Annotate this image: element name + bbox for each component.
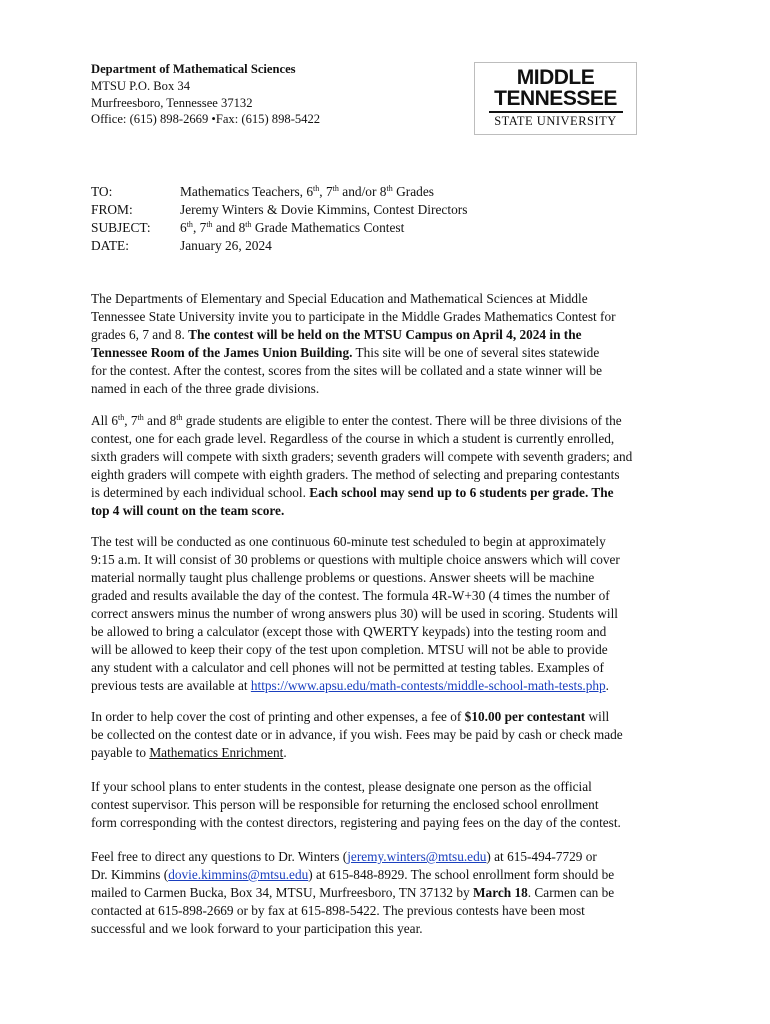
text-line: grades 6, 7 and 8. The contest will be held on the MTSU Campus on April 4, 2024 in the (91, 327, 582, 342)
date-value: January 26, 2024 (180, 238, 272, 254)
text-line: form corresponding with the contest directors, registering and paying fees on the day of the contest. (91, 815, 621, 830)
to-label: TO: (91, 184, 113, 199)
subject-label: SUBJECT: (91, 220, 151, 236)
paragraph-contacts (91, 848, 691, 938)
text-line: contacted at 615-898-2669 or by fax at 615-898-5422. The previous contests have been most (91, 903, 585, 918)
address-line: MTSU P.O. Box 34 (91, 78, 191, 93)
paragraph-intro (91, 290, 691, 398)
date-label: DATE: (91, 238, 129, 254)
logo-line-middle: MIDDLE (516, 66, 595, 89)
memo-date-row (91, 237, 467, 255)
from-value: Jeremy Winters & Dovie Kimmins, Contest Directors (180, 202, 468, 218)
paragraph-test-details (91, 533, 691, 695)
logo-line-tennessee: TENNESSEE (494, 87, 617, 110)
text-line: All 6th, 7th and 8th grade students are eligible to enter the contest. There will be three divisions of the (91, 413, 622, 428)
text-line: If your school plans to enter students in the contest, please designate one person as the official (91, 779, 592, 794)
sender-address (91, 61, 320, 128)
text-line: contest, one for each grade level. Regardless of the course in which a student is currently enrolled, (91, 431, 615, 446)
text-line: Tennessee Room of the James Union Building. This site will be one of several sites statewide (91, 345, 600, 360)
text-line: is determined by each individual school. Each school may send up to 6 students per grade. The (91, 485, 614, 500)
logo-rule (489, 111, 623, 113)
text-line: sixth graders will compete with sixth graders; seventh graders will compete with seventh graders; and (91, 449, 633, 464)
memo-subject-row (91, 219, 467, 237)
text-line: any student with a calculator and cell phones will not be permitted at testing tables. Examples of (91, 660, 604, 675)
text-line: payable to Mathematics Enrichment. (91, 745, 287, 760)
address-line: Murfreesboro, Tennessee 37132 (91, 95, 253, 110)
department-name: Department of Mathematical Sciences (91, 62, 296, 76)
text-line: In order to help cover the cost of printing and other expenses, a fee of $10.00 per contestant will (91, 709, 610, 724)
text-line: 9:15 a.m. It will consist of 30 problems or questions with multiple choice answers which will cover (91, 552, 620, 567)
memo-to-row (91, 183, 467, 201)
text-line: be collected on the contest date or in advance, if you wish. Fees may be paid by cash or check made (91, 727, 623, 742)
text-line: Tennessee State University invite you to participate in the Middle Grades Mathematics Contest for (91, 309, 616, 324)
text-line: for the contest. After the contest, scores from the sites will be collated and a state winner will be (91, 363, 603, 378)
winters-email-link[interactable]: jeremy.winters@mtsu.edu (347, 849, 487, 864)
address-line: Office: (615) 898-2669 •Fax: (615) 898-5422 (91, 112, 321, 127)
text-line: successful and we look forward to your participation this year. (91, 921, 423, 936)
text-line: mailed to Carmen Bucka, Box 34, MTSU, Murfreesboro, TN 37132 by March 18. Carmen can be (91, 885, 615, 900)
memo-from-row (91, 201, 467, 219)
text-line: top 4 will count on the team score. (91, 503, 285, 518)
text-line: The Departments of Elementary and Special Education and Mathematical Sciences at Middle (91, 291, 588, 306)
text-line: previous tests are available at https://www.apsu.edu/math-contests/middle-school-math-tests.php. (91, 678, 609, 693)
text-line: contest supervisor. This person will be responsible for returning the enclosed school enrollment (91, 797, 599, 812)
previous-tests-link[interactable]: https://www.apsu.edu/math-contests/middle-school-math-tests.php (250, 678, 606, 693)
memo-header (91, 183, 467, 255)
text-line: material normally taught plus challenge problems or questions. Answer sheets will be machine (91, 570, 595, 585)
from-label: FROM: (91, 202, 133, 218)
text-line: graded and results available the day of the contest. The formula 4R-W+30 (4 times the number of (91, 588, 610, 603)
paragraph-supervisor (91, 778, 691, 832)
kimmins-email-link[interactable]: dovie.kimmins@mtsu.edu (168, 867, 309, 882)
text-line: correct answers minus the number of wrong answers plus 30) will be used in scoring. Students will (91, 606, 618, 621)
text-line: will be allowed to keep their copy of the test upon completion. MTSU will not be able to provide (91, 642, 608, 657)
text-line: eighth graders will compete with eighth graders. The method of selecting and preparing contestants (91, 467, 620, 482)
subject-value: 6th, 7th and 8th Grade Mathematics Contest (180, 220, 405, 236)
mtsu-logo (474, 62, 637, 135)
text-line: The test will be conducted as one continuous 60-minute test scheduled to begin at approximately (91, 534, 606, 549)
text-line: Feel free to direct any questions to Dr. Winters (jeremy.winters@mtsu.edu) at 615-494-7729 or (91, 849, 597, 864)
text-line: named in each of the three grade divisions. (91, 381, 320, 396)
text-line: Dr. Kimmins (dovie.kimmins@mtsu.edu) at 615-848-8929. The school enrollment form should be (91, 867, 615, 882)
paragraph-eligibility (91, 412, 691, 520)
text-line: be allowed to bring a calculator (except those with QWERTY keypads) into the testing room and (91, 624, 607, 639)
to-value: Mathematics Teachers, 6th, 7th and/or 8th Grades (180, 184, 435, 199)
logo-line-state-university: STATE UNIVERSITY (494, 114, 617, 128)
paragraph-fees (91, 708, 691, 762)
